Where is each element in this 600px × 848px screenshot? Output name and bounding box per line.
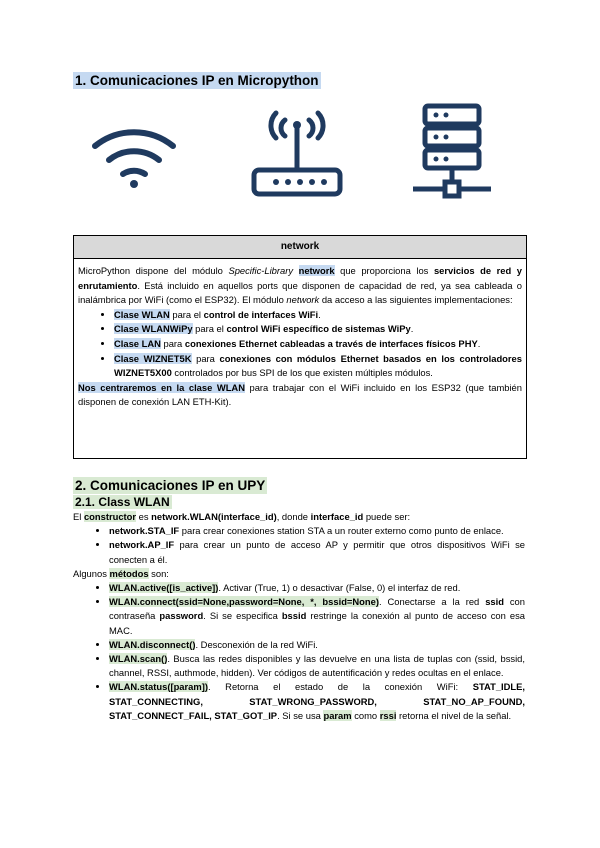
network-module-box bbox=[73, 235, 527, 459]
implementations-list bbox=[78, 308, 522, 381]
methods-paragraph: Algunos métodos son: bbox=[73, 567, 169, 579]
methods-list bbox=[73, 581, 525, 723]
list-item: • network.STA_IF para crear conexiones station STA a un router externo como punto de enlace. bbox=[109, 524, 525, 538]
wlan-section-body bbox=[73, 510, 525, 723]
list-item: • WLAN.active([is_active]). Activar (True, 1) o desactivar (False, 0) el interfaz de red. bbox=[109, 581, 525, 595]
constructor-paragraph: El constructor es network.WLAN(interface_id), donde interface_id puede ser: bbox=[73, 511, 411, 522]
heading-comunicaciones-ip-upy: 2. Comunicaciones IP en UPY bbox=[75, 478, 266, 493]
list-item: • Clase WLAN para el control de interfaces WiFi. bbox=[114, 308, 522, 323]
interface-list bbox=[73, 524, 525, 567]
server-network-icon bbox=[413, 106, 491, 196]
wifi-icon bbox=[95, 132, 173, 174]
list-item: • WLAN.disconnect(). Desconexión de la red WiFi. bbox=[109, 638, 525, 652]
network-box-title: network bbox=[74, 236, 526, 259]
list-item: • WLAN.status([param]). Retorna el estado de la conexión WiFi: STAT_IDLE, STAT_CONNECTING, STAT_WRONG_PASSWORD, STAT_NO_AP_FOUND, STAT_CONNECT_FAIL, STAT_GOT_IP. Si se usa param como rssi retorna el nivel de la señal. bbox=[109, 680, 525, 723]
list-item: • network.AP_IF para crear un punto de acceso AP y permitir que otros dispositivos WiFi se conecten a él. bbox=[109, 538, 525, 566]
heading-class-wlan: 2.1. Class WLAN bbox=[75, 495, 170, 509]
list-item: • Clase WIZNET5K para conexiones con módulos Ethernet basados en los controladores WIZNET5X00 controlados por bus SPI de los que existen múltiples módulos. bbox=[114, 352, 522, 381]
heading-comunicaciones-ip-micropython: 1. Comunicaciones IP en Micropython bbox=[75, 73, 319, 88]
list-item: • Clase WLANWiPy para el control WiFi específico de sistemas WiPy. bbox=[114, 322, 522, 337]
network-intro-paragraph: MicroPython dispone del módulo Specific-Library network que proporciona los servicios de red y enrutamiento. Está incluido en aquellos ports que disponen de capacidad de red, ya sea cableada o inalámbrica por WiFi (como el ESP32). El módulo network da acceso a las siguientes implementaciones: bbox=[78, 265, 523, 306]
list-item: • Clase LAN para conexiones Ethernet cableadas a través de interfaces físicos PHY. bbox=[114, 337, 522, 352]
list-item: • WLAN.connect(ssid=None,password=None, *, bssid=None). Conectarse a la red ssid con contraseña password. Si se especifica bssid restringe la conexión al punto de acceso con esa MAC. bbox=[109, 595, 525, 638]
network-box-body bbox=[74, 259, 526, 410]
list-item: • WLAN.scan(). Busca las redes disponibles y las devuelve en una lista de tuplas con (ssid, bssid, channel, RSSI, authmode, hidden). Ver códigos de autentificación y redes ocultas en el enlace. bbox=[109, 652, 525, 680]
illustration-row bbox=[73, 100, 528, 200]
network-outro-paragraph: Nos centraremos en la clase WLAN para trabajar con el WiFi incluido en los ESP32 (que también disponen de conexión LAN ETH-Kit). bbox=[78, 381, 522, 408]
